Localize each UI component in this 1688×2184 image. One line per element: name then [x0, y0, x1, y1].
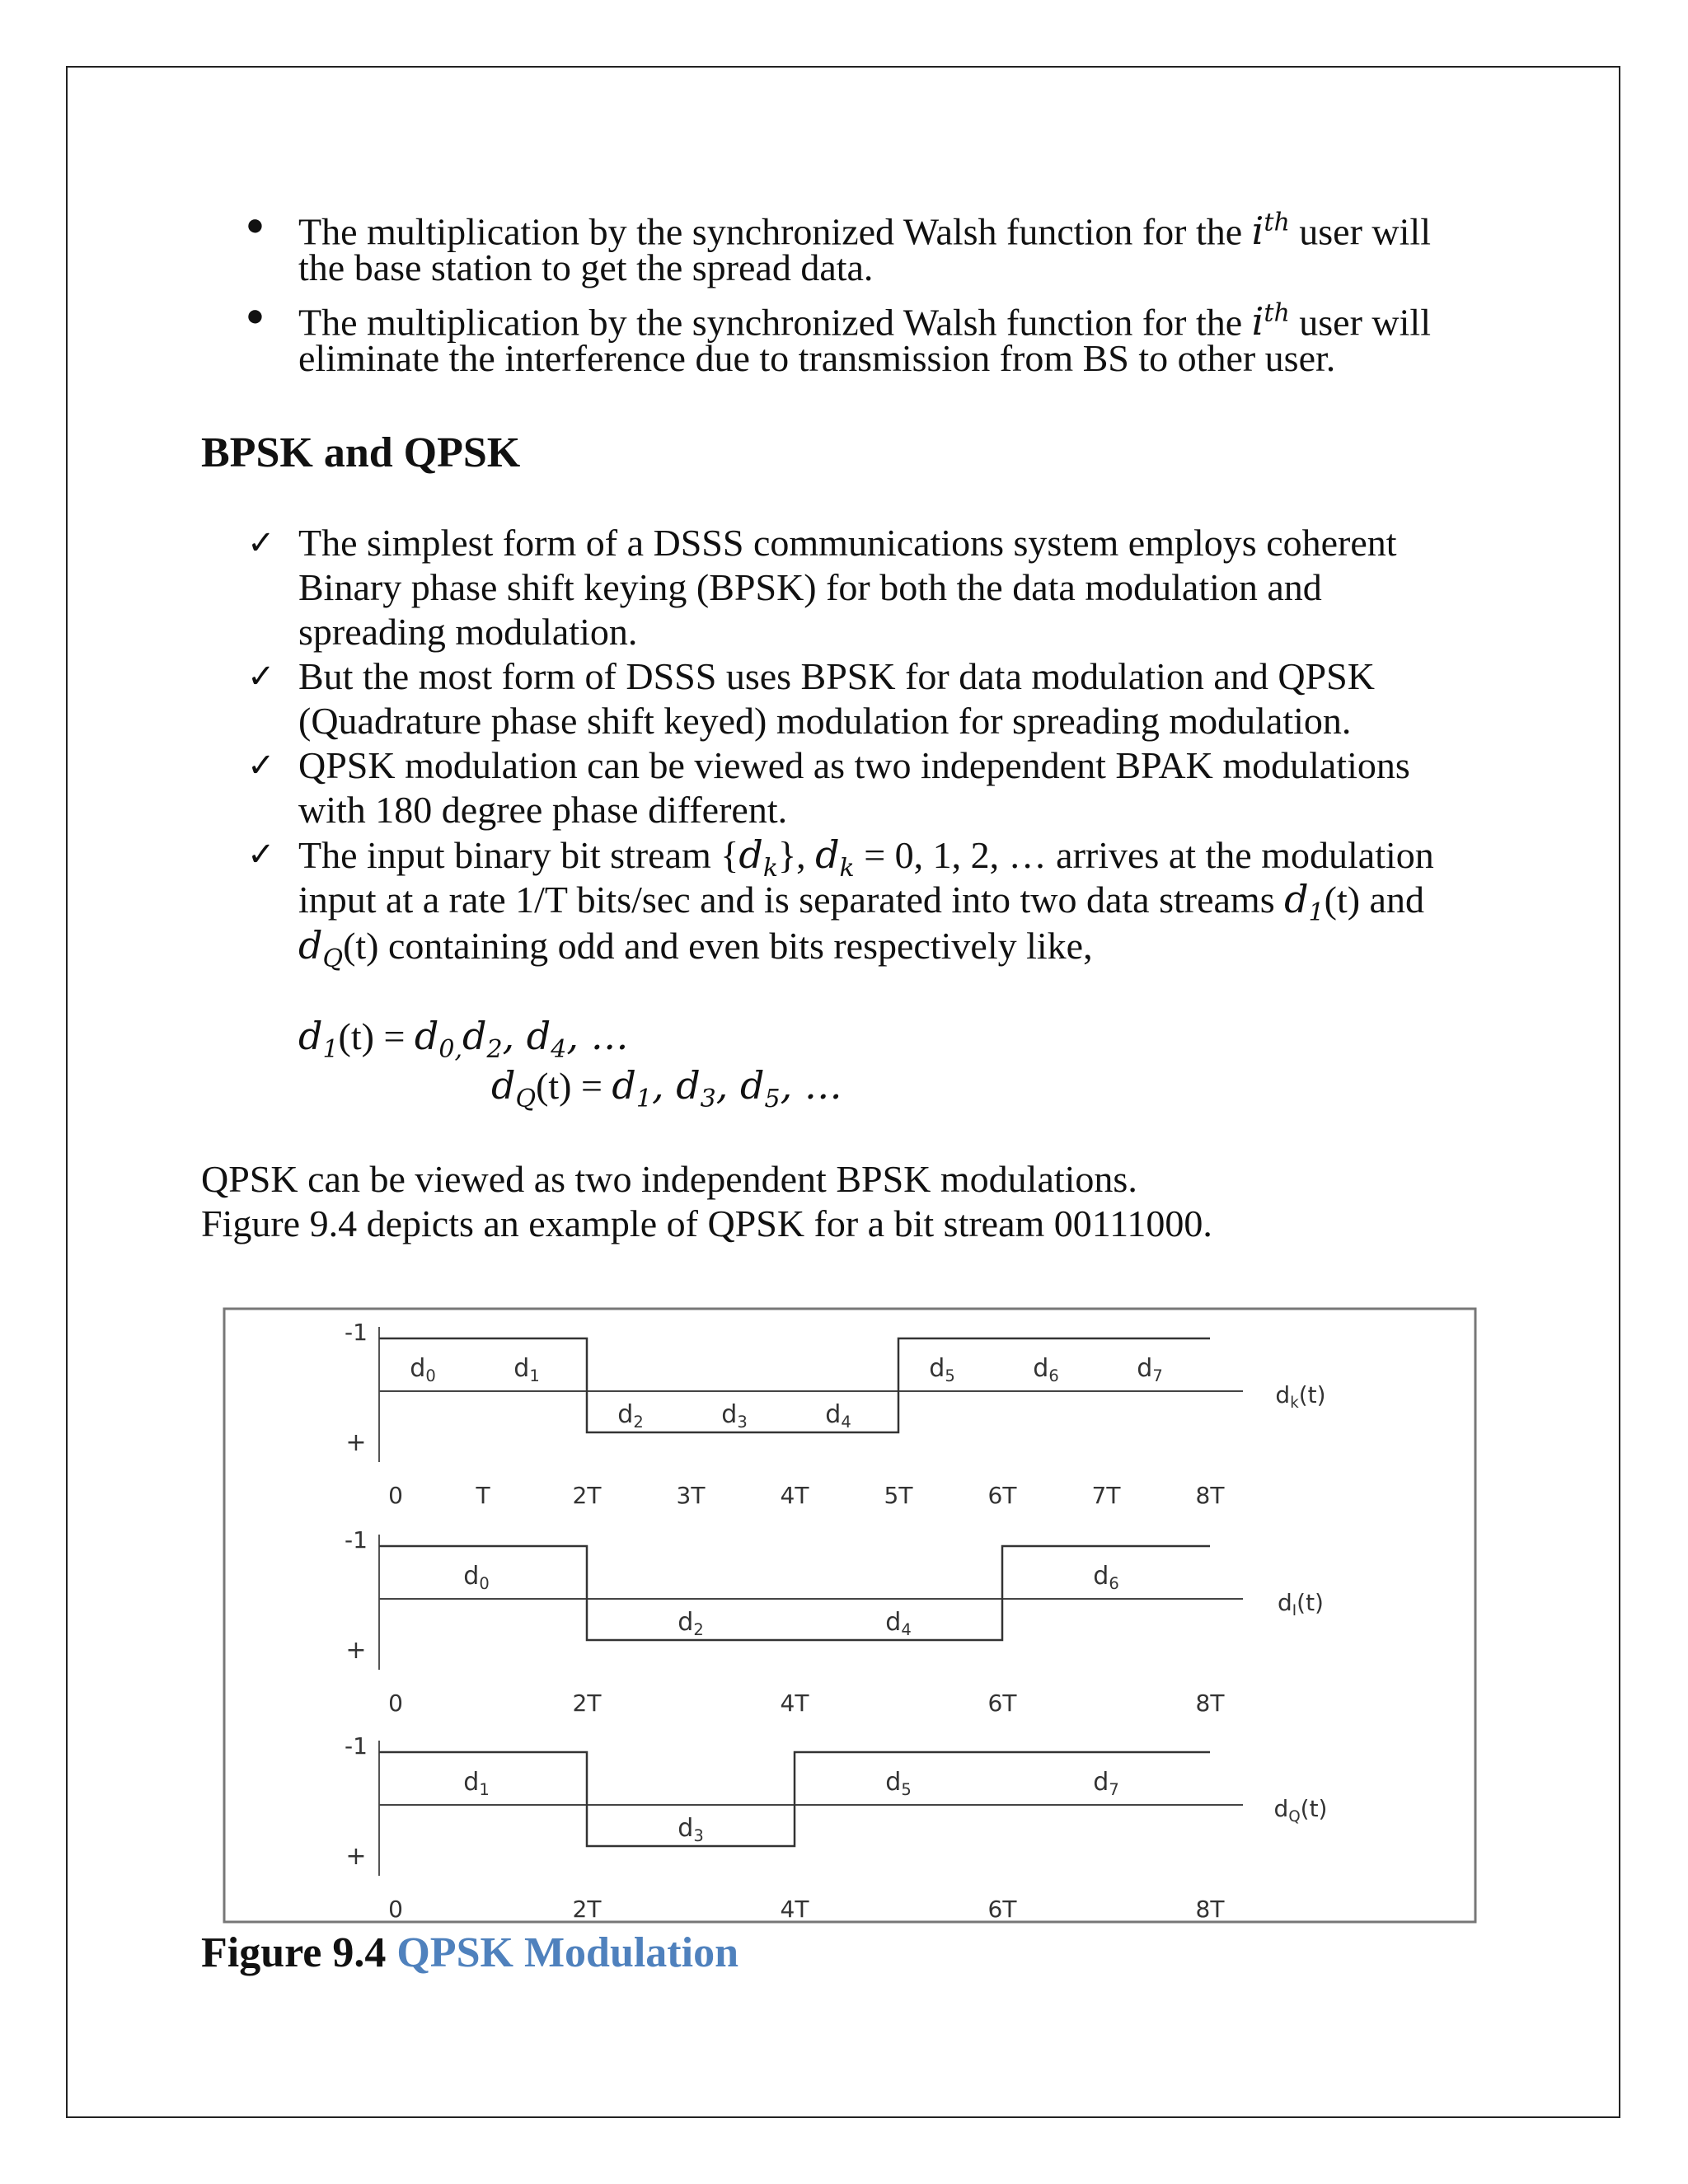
figure-caption: Figure 9.4 QPSK Modulation [201, 1929, 738, 1976]
bullet-2-line-1: The multiplication by the synchronized Walsh function for the $i^{th}$ user will [298, 299, 1431, 344]
bit-label-d7: $d_7$ [1137, 1354, 1163, 1385]
y-label-plus: + [345, 1842, 367, 1871]
section-heading: BPSK and QPSK [201, 429, 521, 476]
bullet-marker: ● [246, 298, 265, 333]
bullet-marker: ● [246, 208, 265, 242]
check-icon: ✓ [247, 658, 275, 696]
bit-label-d1: $d_1$ [463, 1768, 490, 1799]
y-label-plus: + [345, 1428, 367, 1457]
equation-dq: $d_Q(t) = d_1$, $d_3$, $d_5$, … [491, 1063, 842, 1114]
equation-d1: $d_1(t) = d_{0,}d_2$, $d_4$, … [298, 1014, 629, 1065]
check-1-line-3: spreading modulation. [298, 611, 638, 653]
bit-label-d6: $d_6$ [1033, 1354, 1059, 1385]
check-4-line-1: The input binary bit stream $\{d_k\}$, $d_k = 0$, 1, 2, … arrives at the modulation [298, 832, 1434, 883]
bit-label-d6: $d_6$ [1093, 1562, 1119, 1593]
tick-label-0: 0 [388, 1690, 403, 1717]
y-label-plus: + [345, 1636, 367, 1665]
bullet-2-line-2: eliminate the interference due to transmission from BS to other user. [298, 337, 1336, 379]
tick-label-6T: 6T [987, 1690, 1017, 1717]
tick-label-6T: 6T [987, 1482, 1017, 1509]
signal-name-1: $d_I(t)$ [1278, 1589, 1324, 1619]
bit-label-d0: $d_0$ [463, 1562, 490, 1593]
tick-label-2T: 2T [572, 1482, 602, 1509]
y-label-minus-one: -1 [345, 1732, 368, 1760]
check-2-line-2: (Quadrature phase shift keyed) modulation for spreading modulation. [298, 700, 1352, 742]
bit-label-d1: $d_1$ [513, 1354, 540, 1385]
check-4-line-3: $d_Q(t)$ containing odd and even bits respectively like, [298, 923, 1093, 974]
tick-label-4T: 4T [780, 1690, 809, 1717]
tick-label-4T: 4T [780, 1482, 809, 1509]
check-icon: ✓ [247, 524, 275, 562]
bit-label-d2: $d_2$ [617, 1400, 644, 1432]
tick-label-0: 0 [388, 1896, 403, 1923]
tick-label-2T: 2T [572, 1896, 602, 1923]
tick-label-6T: 6T [987, 1896, 1017, 1923]
paragraph-line-1: QPSK can be viewed as two independent BPSK modulations. [201, 1158, 1137, 1200]
bit-label-d4: $d_4$ [825, 1400, 851, 1432]
bit-label-d3: $d_3$ [721, 1400, 748, 1432]
check-2-line-1: But the most form of DSSS uses BPSK for data modulation and QPSK [298, 655, 1375, 697]
tick-label-8T: 8T [1195, 1690, 1225, 1717]
bit-label-d4: $d_4$ [885, 1608, 912, 1639]
bit-label-d5: $d_5$ [929, 1354, 955, 1385]
bullet-1-line-2: the base station to get the spread data. [298, 246, 874, 288]
check-1-line-1: The simplest form of a DSSS communications system employs coherent [298, 522, 1397, 564]
bit-label-d5: $d_5$ [885, 1768, 912, 1799]
qpsk-waveform-figure [223, 1307, 1477, 1924]
tick-label-8T: 8T [1195, 1482, 1225, 1509]
tick-label-7T: 7T [1091, 1482, 1121, 1509]
bit-label-d0: $d_0$ [410, 1354, 436, 1385]
tick-label-8T: 8T [1195, 1896, 1225, 1923]
check-icon: ✓ [247, 836, 275, 874]
y-label-minus-one: -1 [345, 1319, 368, 1346]
bit-label-d2: $d_2$ [678, 1608, 704, 1639]
tick-label-T: T [476, 1482, 490, 1509]
y-label-minus-one: -1 [345, 1526, 368, 1554]
check-1-line-2: Binary phase shift keying (BPSK) for both the data modulation and [298, 566, 1322, 608]
check-3-line-2: with 180 degree phase different. [298, 789, 788, 831]
tick-label-4T: 4T [780, 1896, 809, 1923]
signal-name-0: $d_k(t)$ [1275, 1381, 1326, 1412]
tick-label-2T: 2T [572, 1690, 602, 1717]
tick-label-0: 0 [388, 1482, 403, 1509]
tick-label-3T: 3T [676, 1482, 706, 1509]
paragraph-line-2: Figure 9.4 depicts an example of QPSK for a bit stream 00111000. [201, 1202, 1212, 1244]
check-4-line-2: input at a rate 1/T bits/sec and is separated into two data streams $d_1(t)$ and [298, 877, 1424, 928]
bullet-1-line-1: The multiplication by the synchronized Walsh function for the $i^{th}$ user will [298, 209, 1431, 254]
check-3-line-1: QPSK modulation can be viewed as two independent BPAK modulations [298, 744, 1410, 786]
tick-label-5T: 5T [884, 1482, 913, 1509]
signal-name-2: $d_Q(t)$ [1273, 1795, 1328, 1825]
bit-label-d3: $d_3$ [678, 1814, 704, 1845]
check-icon: ✓ [247, 747, 275, 785]
bit-label-d7: $d_7$ [1093, 1768, 1119, 1799]
